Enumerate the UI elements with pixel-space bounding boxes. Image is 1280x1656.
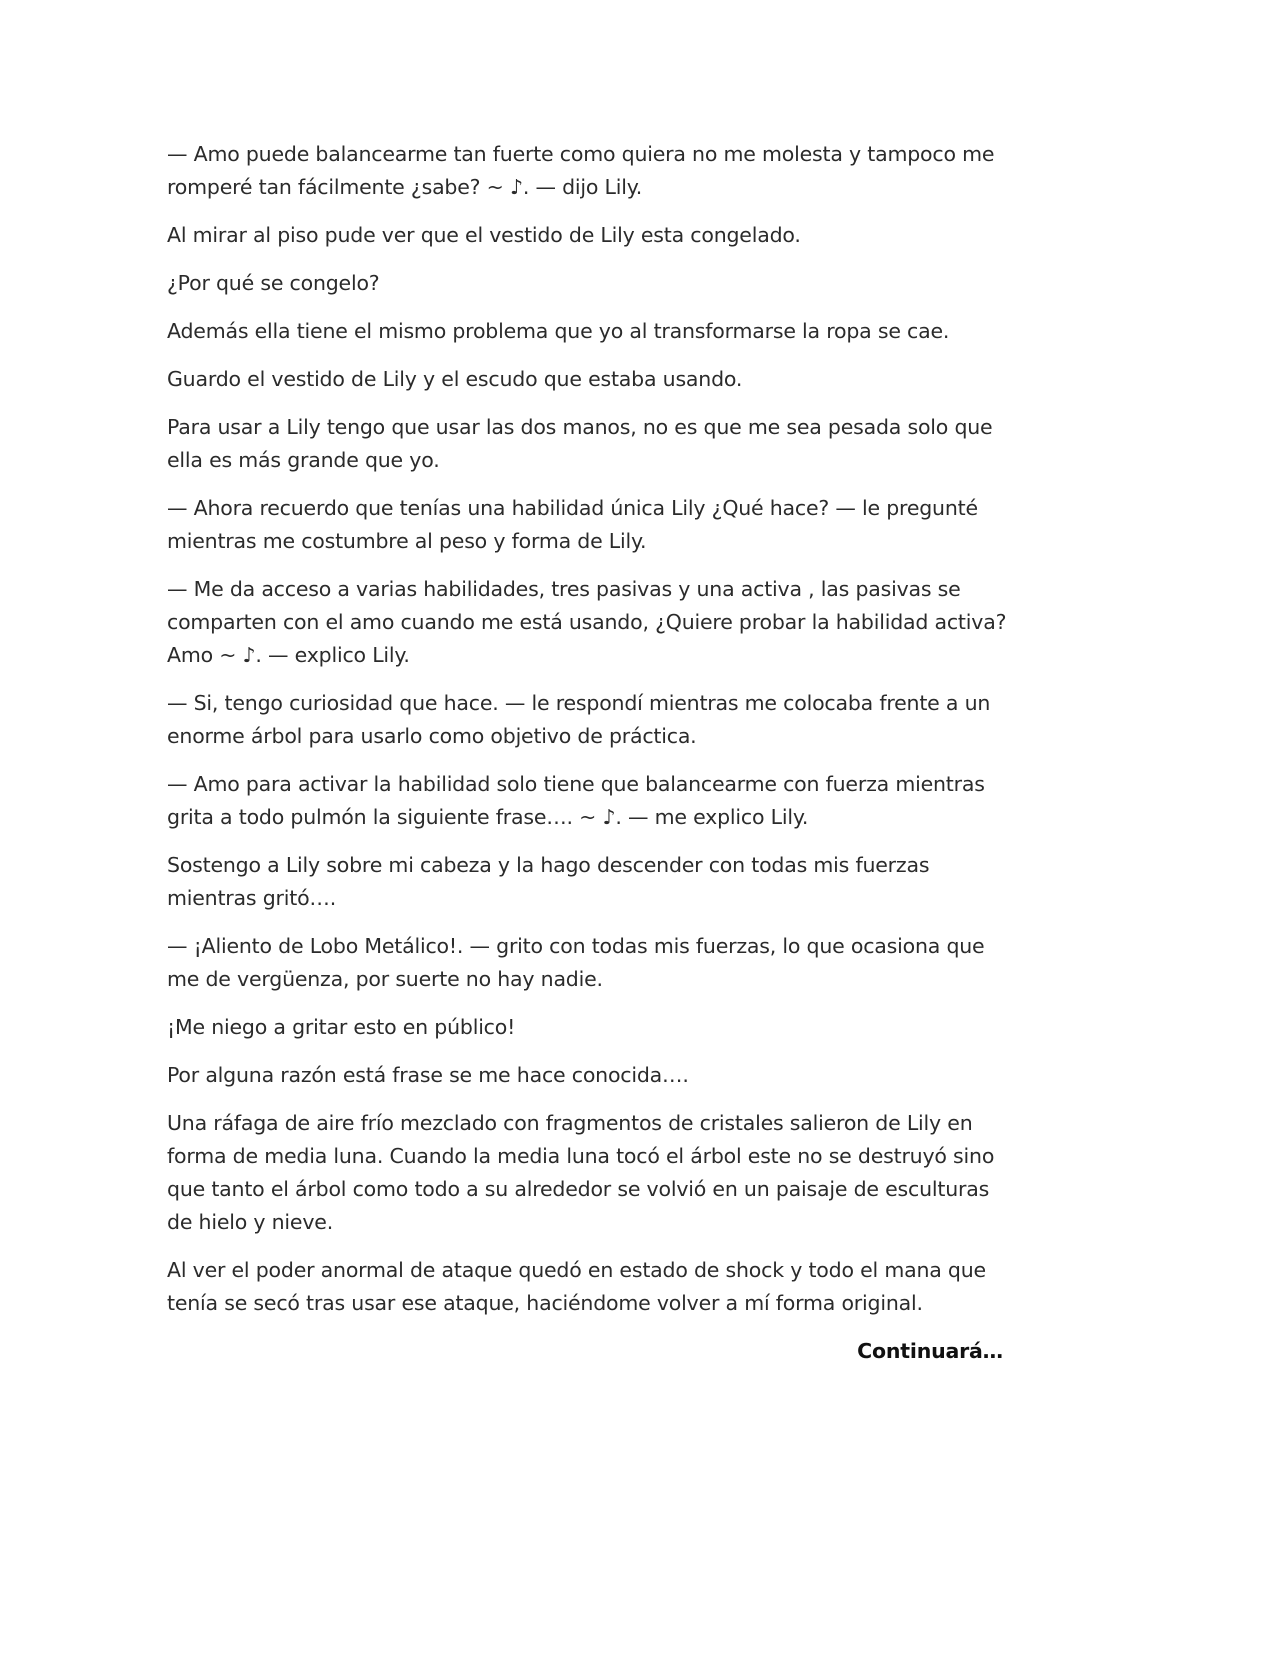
paragraph-9: — Si, tengo curiosidad que hace. — le respondí mientras me colocaba frente a un enorme árbol para usarlo como objetivo de práctica. [167, 691, 991, 748]
paragraph-6: Para usar a Lily tengo que usar las dos manos, no es que me sea pesada solo que ella es más grande que yo. [167, 415, 993, 472]
paragraph-4: Además ella tiene el mismo problema que yo al transformarse la ropa se cae. [167, 319, 950, 343]
paragraph-5: Guardo el vestido de Lily y el escudo que estaba usando. [167, 367, 743, 391]
paragraph-3: ¿Por qué se congelo? [167, 271, 380, 295]
paragraph-11: Sostengo a Lily sobre mi cabeza y la hago descender con todas mis fuerzas mientras gritó…. [167, 853, 930, 910]
paragraph-2: Al mirar al piso pude ver que el vestido de Lily esta congelado. [167, 223, 801, 247]
paragraph-16: Al ver el poder anormal de ataque quedó en estado de shock y todo el mana que tenía se secó tras usar ese ataque, haciéndome volver a mí forma original. [167, 1258, 986, 1315]
document-page [167, 138, 1007, 1383]
paragraph-15: Una ráfaga de aire frío mezclado con fragmentos de cristales salieron de Lily en forma de media luna. Cuando la media luna tocó el árbol este no se destruyó sino que tanto el árbol como todo a su alrededor se volvió en un paisaje de esculturas de hielo y nieve. [167, 1111, 995, 1234]
paragraph-8: — Me da acceso a varias habilidades, tres pasivas y una activa , las pasivas se comparten con el amo cuando me está usando, ¿Quiere probar la habilidad activa? Amo ~ ♪. — explico Lily. [167, 577, 1007, 667]
paragraph-10: — Amo para activar la habilidad solo tiene que balancearme con fuerza mientras grita a todo pulmón la siguiente frase…. ~ ♪. — me explico Lily. [167, 772, 985, 829]
paragraph-12: — ¡Aliento de Lobo Metálico!. — grito con todas mis fuerzas, lo que ocasiona que me de vergüenza, por suerte no hay nadie. [167, 934, 985, 991]
paragraph-13: ¡Me niego a gritar esto en público! [167, 1015, 516, 1039]
paragraph-14: Por alguna razón está frase se me hace conocida…. [167, 1063, 689, 1087]
continued-label: Continuará… [857, 1339, 1003, 1363]
paragraph-1: — Amo puede balancearme tan fuerte como quiera no me molesta y tampoco me romperé tan fácilmente ¿sabe? ~ ♪. — dijo Lily. [167, 142, 995, 199]
paragraph-7: — Ahora recuerdo que tenías una habilidad única Lily ¿Qué hace? — le pregunté mientras me costumbre al peso y forma de Lily. [167, 496, 978, 553]
